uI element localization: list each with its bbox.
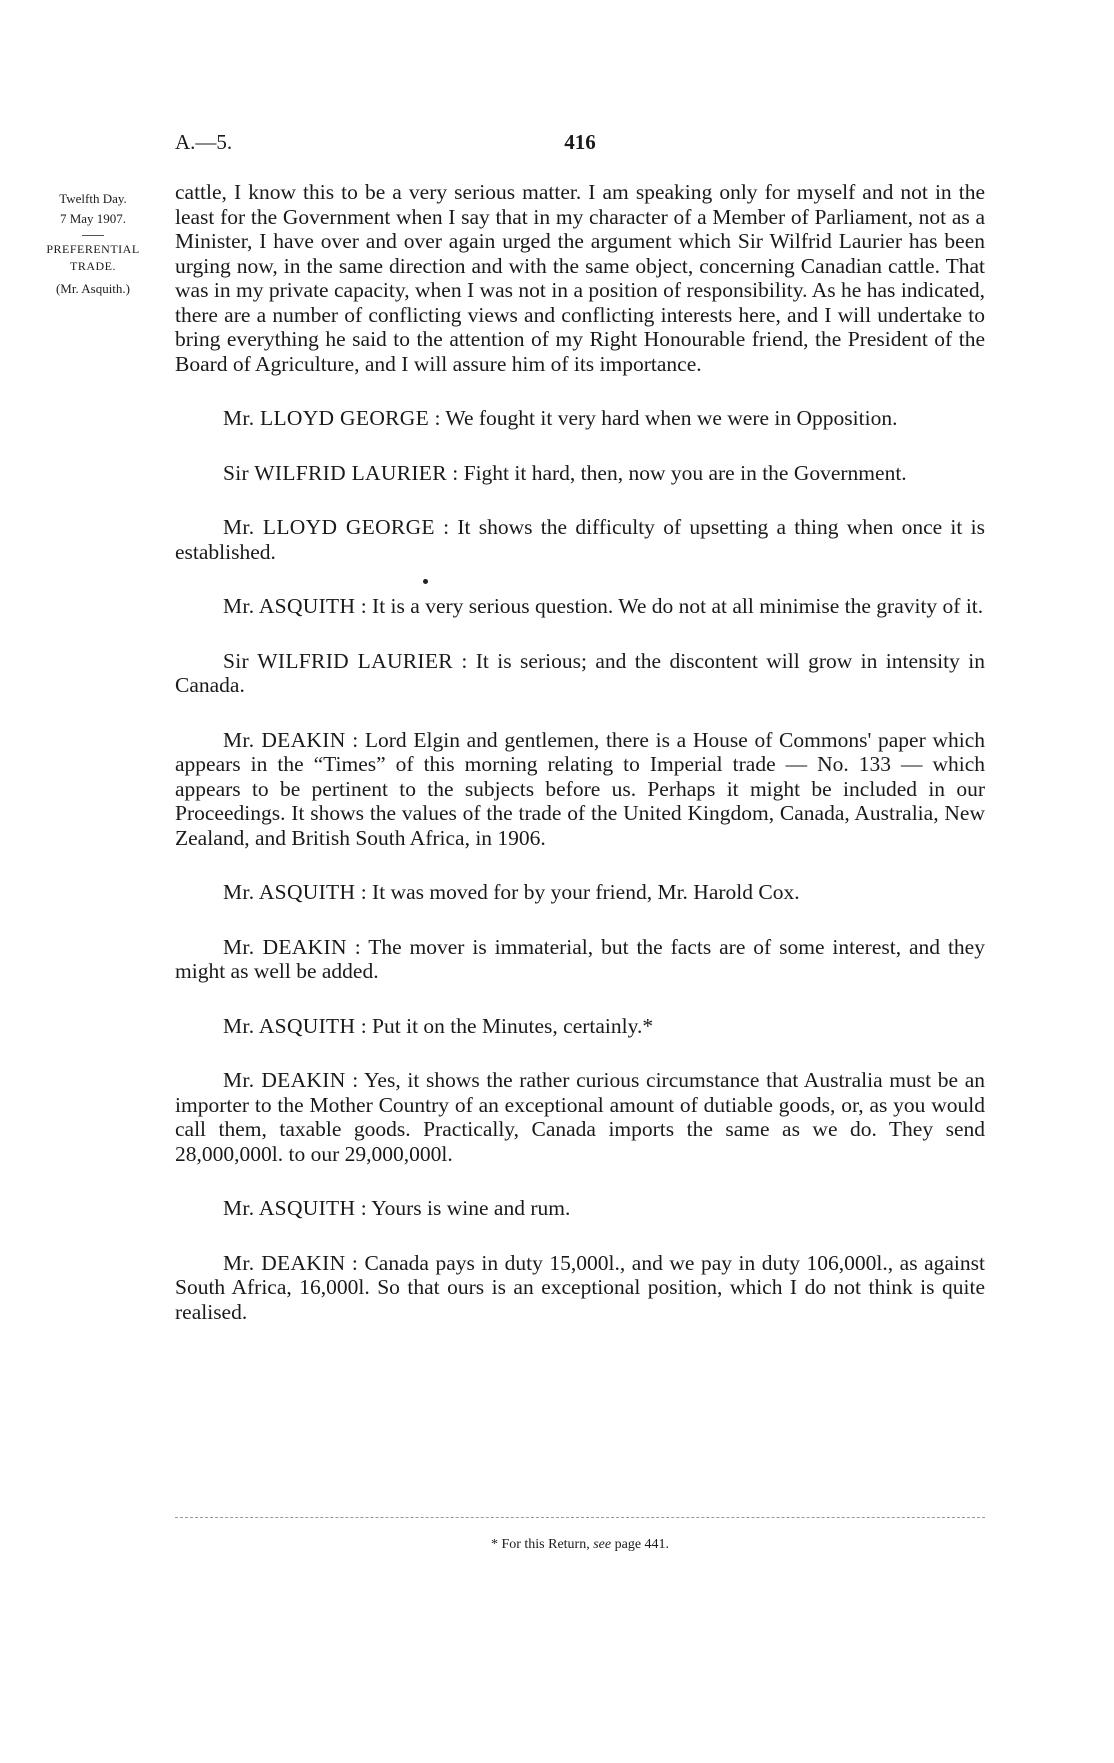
speech-paragraph: [175, 594, 985, 619]
speaker-separator: :: [345, 1068, 365, 1092]
speech-paragraph: [175, 880, 985, 905]
speaker-separator: :: [345, 1250, 365, 1275]
speech-paragraph: [175, 1014, 985, 1039]
speaker-name: Mr. ASQUITH: [223, 594, 356, 618]
speech-text: Yes, it shows the rather curious circumstance that Australia must be an importer to the Mother Country of an exceptional amount of dutiable goods, or, as you would call them, taxable goods. Practically, Canada imports the same as we do. They send 28,000,000l. to our 29,000,000l.: [175, 1068, 985, 1166]
speaker-name: Sir WILFRID LAURIER: [223, 648, 453, 673]
margin-note: [28, 189, 158, 299]
speech-text: It shows the difficulty of upsetting a thing when once it is established.: [175, 515, 985, 564]
speech-text: Fight it hard, then, now you are in the Government.: [463, 460, 907, 485]
speech-paragraph: [175, 1196, 985, 1221]
speech-paragraph: [175, 1251, 985, 1325]
speech-text: We fought it very hard when we were in Opposition.: [445, 406, 898, 430]
margin-subject-line1: PREFERENTIAL: [46, 242, 140, 256]
margin-date: 7 May 1907.: [59, 211, 127, 226]
footnote-marker: * For this Return,: [490, 1537, 590, 1552]
speaker-name: Mr. ASQUITH: [223, 1013, 356, 1038]
speaker-separator: :: [355, 594, 373, 618]
speaker-name: Mr. ASQUITH: [223, 880, 356, 904]
margin-divider: [82, 235, 104, 236]
speech-text: Yours is wine and rum.: [371, 1196, 571, 1220]
speaker-name: Mr. ASQUITH: [223, 1196, 356, 1220]
footnote-see: see: [593, 1537, 612, 1552]
speech-text: Canada pays in duty 15,000l., and we pay in duty 106,000l., as against South Africa, 16,000l. So that ours is an exceptional position, which I do not think is quite realised.: [175, 1250, 985, 1324]
speaker-separator: :: [355, 1196, 372, 1220]
footnote-page: page 441.: [614, 1537, 670, 1552]
body-text: [175, 180, 985, 1324]
speech-text: The mover is immaterial, but the facts are of some interest, and they might as well be added.: [175, 934, 985, 983]
speaker-name: Mr. LLOYD GEORGE: [223, 515, 435, 539]
margin-speaker: (Mr. Asquith.): [55, 281, 131, 296]
footnote-divider: [175, 1517, 985, 1518]
speaker-separator: :: [355, 880, 373, 904]
speech-text: It was moved for by your friend, Mr. Harold Cox.: [372, 880, 800, 904]
speaker-separator: :: [446, 460, 464, 485]
speech-paragraph: [175, 461, 985, 486]
speaker-separator: :: [434, 515, 458, 539]
speech-paragraph: [175, 406, 985, 431]
opening-paragraph: cattle, I know this to be a very serious matter. I am speaking only for myself and not in the least for the Government when I say that in my character of a Member of Parliament, not as a Minister, I have over and over again urged the argument which Sir Wilfrid Laurier has been urging now, in the same direction and with the same object, concerning Canadian cattle. That was in my private capacity, when I was not in a position of responsibility. As he has indicated, there are a number of conflicting views and conflicting interests here, and I will undertake to bring everything he said to the attention of my Right Honourable friend, the President of the Board of Agriculture, and I will assure him of its importance.: [175, 180, 985, 376]
footnote: [175, 1537, 985, 1553]
speaker-name: Mr. DEAKIN: [223, 727, 346, 752]
speech-text: It is a very serious question. We do not at all minimise the gravity of it.: [372, 594, 984, 618]
speaker-separator: :: [429, 406, 446, 430]
speech-list: [175, 406, 985, 1324]
speech-paragraph: [175, 515, 985, 564]
speech-paragraph: [175, 935, 985, 984]
page-header: [175, 130, 985, 160]
speaker-separator: :: [345, 727, 365, 752]
speaker-name: Mr. LLOYD GEORGE: [223, 406, 430, 430]
stray-mark: [423, 579, 428, 584]
speech-paragraph: [175, 1068, 985, 1166]
speech-text: It is serious; and the discontent will grow in intensity in Canada.: [175, 648, 985, 697]
speaker-name: Mr. DEAKIN: [223, 934, 347, 959]
speaker-name: Mr. DEAKIN: [223, 1250, 346, 1275]
speaker-separator: :: [355, 1013, 373, 1038]
speaker-separator: :: [452, 648, 476, 673]
speech-paragraph: [175, 649, 985, 698]
speaker-separator: :: [346, 934, 369, 959]
paper-reference: A.—5.: [175, 130, 233, 154]
margin-subject-line2: TRADE.: [70, 259, 116, 273]
page-number: 416: [564, 130, 596, 154]
speaker-name: Mr. DEAKIN: [223, 1068, 346, 1092]
speech-text: Put it on the Minutes, certainly.*: [372, 1013, 654, 1038]
speech-text: Lord Elgin and gentlemen, there is a House of Commons' paper which appears in the “Times” of this morning relating to Imperial trade — No. 133 — which appears to be pertinent to the subjects before us. Perhaps it might be included in our Proceedings. It shows the values of the trade of the United Kingdom, Canada, Australia, New Zealand, and British South Africa, in 1906.: [175, 727, 985, 850]
speech-paragraph: [175, 728, 985, 851]
margin-day: Twelfth Day.: [59, 191, 127, 206]
speaker-name: Sir WILFRID LAURIER: [223, 460, 447, 485]
